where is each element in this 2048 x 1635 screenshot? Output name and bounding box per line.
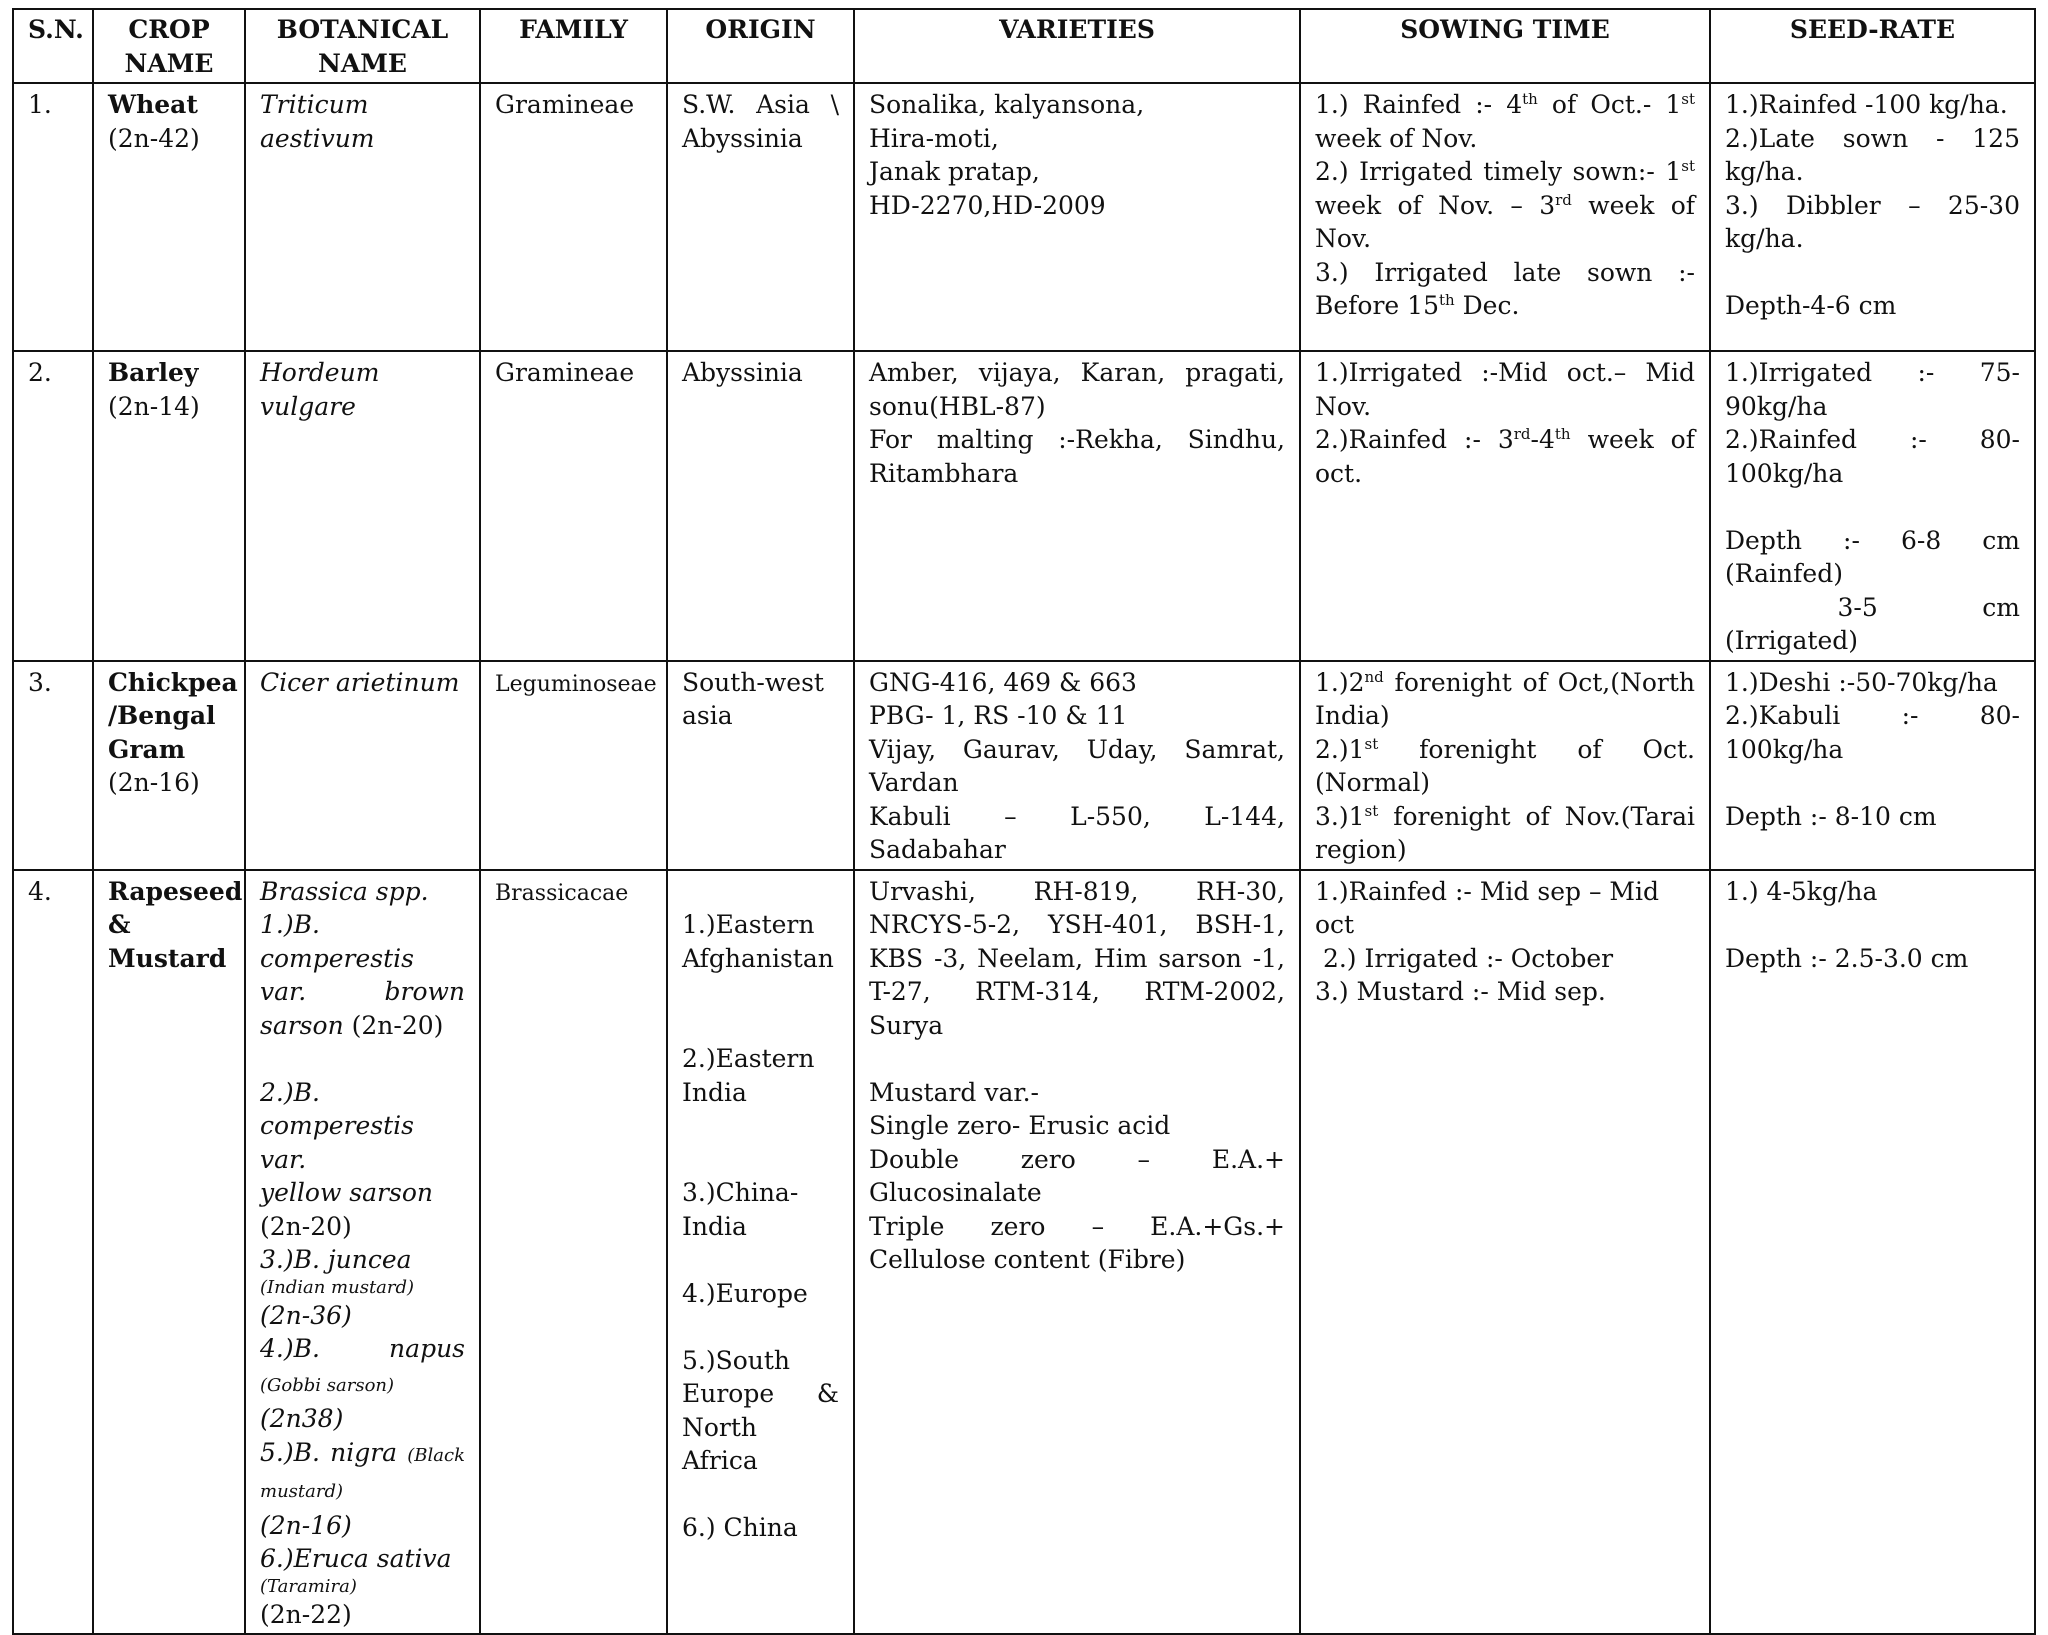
variety-line: Kabuli – L-550, L-144, Sadabahar <box>869 801 1285 864</box>
chromosome-number: (2n-42) <box>108 123 200 153</box>
botanical-species: yellow sarson <box>260 1178 433 1207</box>
cell-seed-rate <box>1710 83 2035 351</box>
sowing-line: 1.)Irrigated :-Mid oct.– Mid Nov. <box>1315 358 1695 421</box>
cell-sowing-time <box>1300 870 1710 1635</box>
sowing-line: 2.)Rainfed :- 3rd-4th week of oct. <box>1315 425 1695 488</box>
cell-seed-rate <box>1710 870 2035 1635</box>
variety-line: Sonalika, kalyansona, <box>869 90 1145 119</box>
botanical-species: 2.)B. comperestis var. <box>260 1077 415 1174</box>
table-row-rapeseed-mustard <box>13 870 2035 1635</box>
crop-table <box>12 8 2036 1635</box>
cell-seed-rate <box>1710 351 2035 661</box>
cell-botanical-name: Hordeum vulgare <box>245 351 480 661</box>
sowing-line: 2.)1st forenight of Oct. (Normal) <box>1315 734 1695 797</box>
common-name: (Taramira) <box>260 1575 357 1597</box>
chromosome-number: (2n-14) <box>108 391 200 421</box>
cell-seed-rate <box>1710 661 2035 870</box>
variety-line: Triple zero – E.A.+Gs.+ Cellulose content (Fibre) <box>869 1211 1285 1274</box>
chromosome-number: (2n-36) <box>260 1300 352 1330</box>
crop-name: Wheat <box>108 90 198 119</box>
chromosome-number: (2n-16) <box>108 768 200 797</box>
variety-line: GNG-416, 469 & 663 <box>869 667 1137 697</box>
crop-name: Chickpea /Bengal Gram <box>108 667 238 764</box>
chromosome-number: (2n38) <box>260 1404 344 1433</box>
table-row-chickpea <box>13 661 2035 870</box>
cell-crop-name <box>93 661 245 870</box>
cell-sn: 2. <box>13 351 93 661</box>
cell-varieties <box>854 351 1300 661</box>
chromosome-number: (2n-22) <box>260 1599 352 1629</box>
cell-family: Gramineae <box>480 351 667 661</box>
botanical-species: 5.)B. nigra (Black mustard) <box>260 1437 466 1502</box>
seed-rate-line: 1.) 4-5kg/ha <box>1725 876 1878 906</box>
cell-varieties <box>854 83 1300 351</box>
header-botanical-name: BOTANICAL NAME <box>245 9 480 83</box>
origin-line: 4.)Europe <box>682 1278 808 1308</box>
sowing-line: 1.) Rainfed :- 4th of Oct.- 1st week of Nov. <box>1315 90 1695 153</box>
variety-line: Janak pratap, <box>869 157 1040 186</box>
sowing-line: 3.) Mustard :- Mid sep. <box>1315 977 1606 1006</box>
cell-crop-name <box>93 351 245 661</box>
variety-line: For malting :-Rekha, Sindhu, Ritambhara <box>869 425 1285 488</box>
table-row-barley <box>13 351 2035 661</box>
depth-line: Depth-4-6 cm <box>1725 291 1897 320</box>
cell-sn: 4. <box>13 870 93 1635</box>
variety-line: Double zero – E.A.+ Glucosinalate <box>869 1144 1285 1207</box>
family-text: Leguminoseae <box>495 671 657 697</box>
sowing-line: 2.) Irrigated timely sown:- 1st week of Nov. – 3rd week of Nov. <box>1315 157 1695 253</box>
seed-rate-line: 2.)Late sown - 125 kg/ha. <box>1725 123 2020 186</box>
header-sowing-time: SOWING TIME <box>1300 9 1710 83</box>
sowing-line: 2.) Irrigated :- October <box>1315 943 1614 973</box>
cell-origin: Abyssinia <box>667 351 854 661</box>
cell-botanical-name: Cicer arietinum <box>245 661 480 870</box>
seed-rate-line: 1.)Rainfed -100 kg/ha. <box>1725 90 2008 119</box>
variety-line: Urvashi, RH-819, RH-30, NRCYS-5-2, YSH-401, BSH-1, KBS -3, Neelam, Him sarson -1, T-27, RTM-314, RTM-2002, Surya <box>869 876 1285 1040</box>
seed-rate-line: 2.)Kabuli :- 80-100kg/ha <box>1725 701 2020 764</box>
cell-sn: 1. <box>13 83 93 351</box>
cell-crop-name <box>93 83 245 351</box>
sowing-line: 1.)2nd forenight of Oct,(North India) <box>1315 667 1695 730</box>
cell-sowing-time <box>1300 351 1710 661</box>
variety-line: Amber, vijaya, Karan, pragati, sonu(HBL-87) <box>869 358 1285 421</box>
botanical-species: 6.)Eruca sativa <box>260 1544 452 1573</box>
cell-sowing-time <box>1300 661 1710 870</box>
cell-origin: S.W. Asia \ Abyssinia <box>667 83 854 351</box>
seed-rate-line: 2.)Rainfed :- 80-100kg/ha <box>1725 425 2020 488</box>
botanical-species: 4.)B. napus (Gobbi sarson) <box>260 1334 465 1396</box>
variety-line: PBG- 1, RS -10 & 11 <box>869 701 1128 730</box>
botanical-species: 3.)B. juncea <box>260 1245 412 1274</box>
cell-origin <box>667 870 854 1635</box>
sowing-line: 1.)Rainfed :- Mid sep – Mid oct <box>1315 876 1659 939</box>
variety-line: HD-2270,HD-2009 <box>869 190 1106 220</box>
cell-botanical-name <box>245 870 480 1635</box>
seed-rate-line: 3.) Dibbler – 25-30 kg/ha. <box>1725 190 2020 253</box>
cell-family <box>480 870 667 1635</box>
depth-line: Depth :- 8-10 cm <box>1725 801 1937 831</box>
cell-botanical-name: Triticum aestivum <box>245 83 480 351</box>
variety-line: Single zero- Erusic acid <box>869 1111 1171 1140</box>
botanical-species: 1.)B. comperestis var. brown sarson (2n-20) <box>260 910 465 1040</box>
origin-line: 6.) China <box>682 1513 798 1542</box>
header-seed-rate: SEED-RATE <box>1710 9 2035 83</box>
chromosome-number: (2n-20) <box>260 1211 352 1241</box>
cell-sowing-time <box>1300 83 1710 351</box>
header-sn: S.N. <box>13 9 93 83</box>
origin-line: 1.)Eastern Afghanistan <box>682 910 834 973</box>
family-text: Brassicacae <box>495 880 629 906</box>
variety-line: Mustard var.- <box>869 1077 1040 1107</box>
depth-line: Depth :- 2.5-3.0 cm <box>1725 943 1969 973</box>
origin-line: 5.)South Europe & North Africa <box>682 1345 839 1475</box>
origin-line: 3.)China-India <box>682 1178 799 1241</box>
seed-rate-line: 1.)Deshi :-50-70kg/ha <box>1725 667 1998 697</box>
cell-sn: 3. <box>13 661 93 870</box>
depth-line: (Irrigated) <box>1725 626 1859 655</box>
table-row-wheat <box>13 83 2035 351</box>
header-crop-name: CROP NAME <box>93 9 245 83</box>
sowing-line: 3.) Irrigated late sown :- Before 15th Dec. <box>1315 257 1695 320</box>
common-name: (Indian mustard) <box>260 1276 415 1298</box>
cell-varieties <box>854 661 1300 870</box>
botanical-genus: Brassica spp. <box>260 876 429 906</box>
origin-line: 2.)Eastern India <box>682 1044 815 1107</box>
sowing-line: 3.)1st forenight of Nov.(Tarai region) <box>1315 801 1695 864</box>
header-family: FAMILY <box>480 9 667 83</box>
cell-varieties <box>854 870 1300 1635</box>
chromosome-number: (2n-16) <box>260 1510 352 1540</box>
variety-line: Vijay, Gaurav, Uday, Samrat, Vardan <box>869 734 1285 797</box>
cell-crop-name: Rapeseed & Mustard <box>93 870 245 1635</box>
depth-line: Depth :- 6-8 cm (Rainfed) <box>1725 525 2020 588</box>
header-row <box>13 9 2035 83</box>
cell-family: Gramineae <box>480 83 667 351</box>
crop-name: Barley <box>108 358 199 387</box>
variety-line: Hira-moti, <box>869 123 999 153</box>
cell-family <box>480 661 667 870</box>
header-origin: ORIGIN <box>667 9 854 83</box>
header-varieties: VARIETIES <box>854 9 1300 83</box>
depth-line: 3-5 cm <box>1837 592 2020 622</box>
seed-rate-line: 1.)Irrigated :- 75-90kg/ha <box>1725 358 2020 421</box>
cell-origin: South-west asia <box>667 661 854 870</box>
